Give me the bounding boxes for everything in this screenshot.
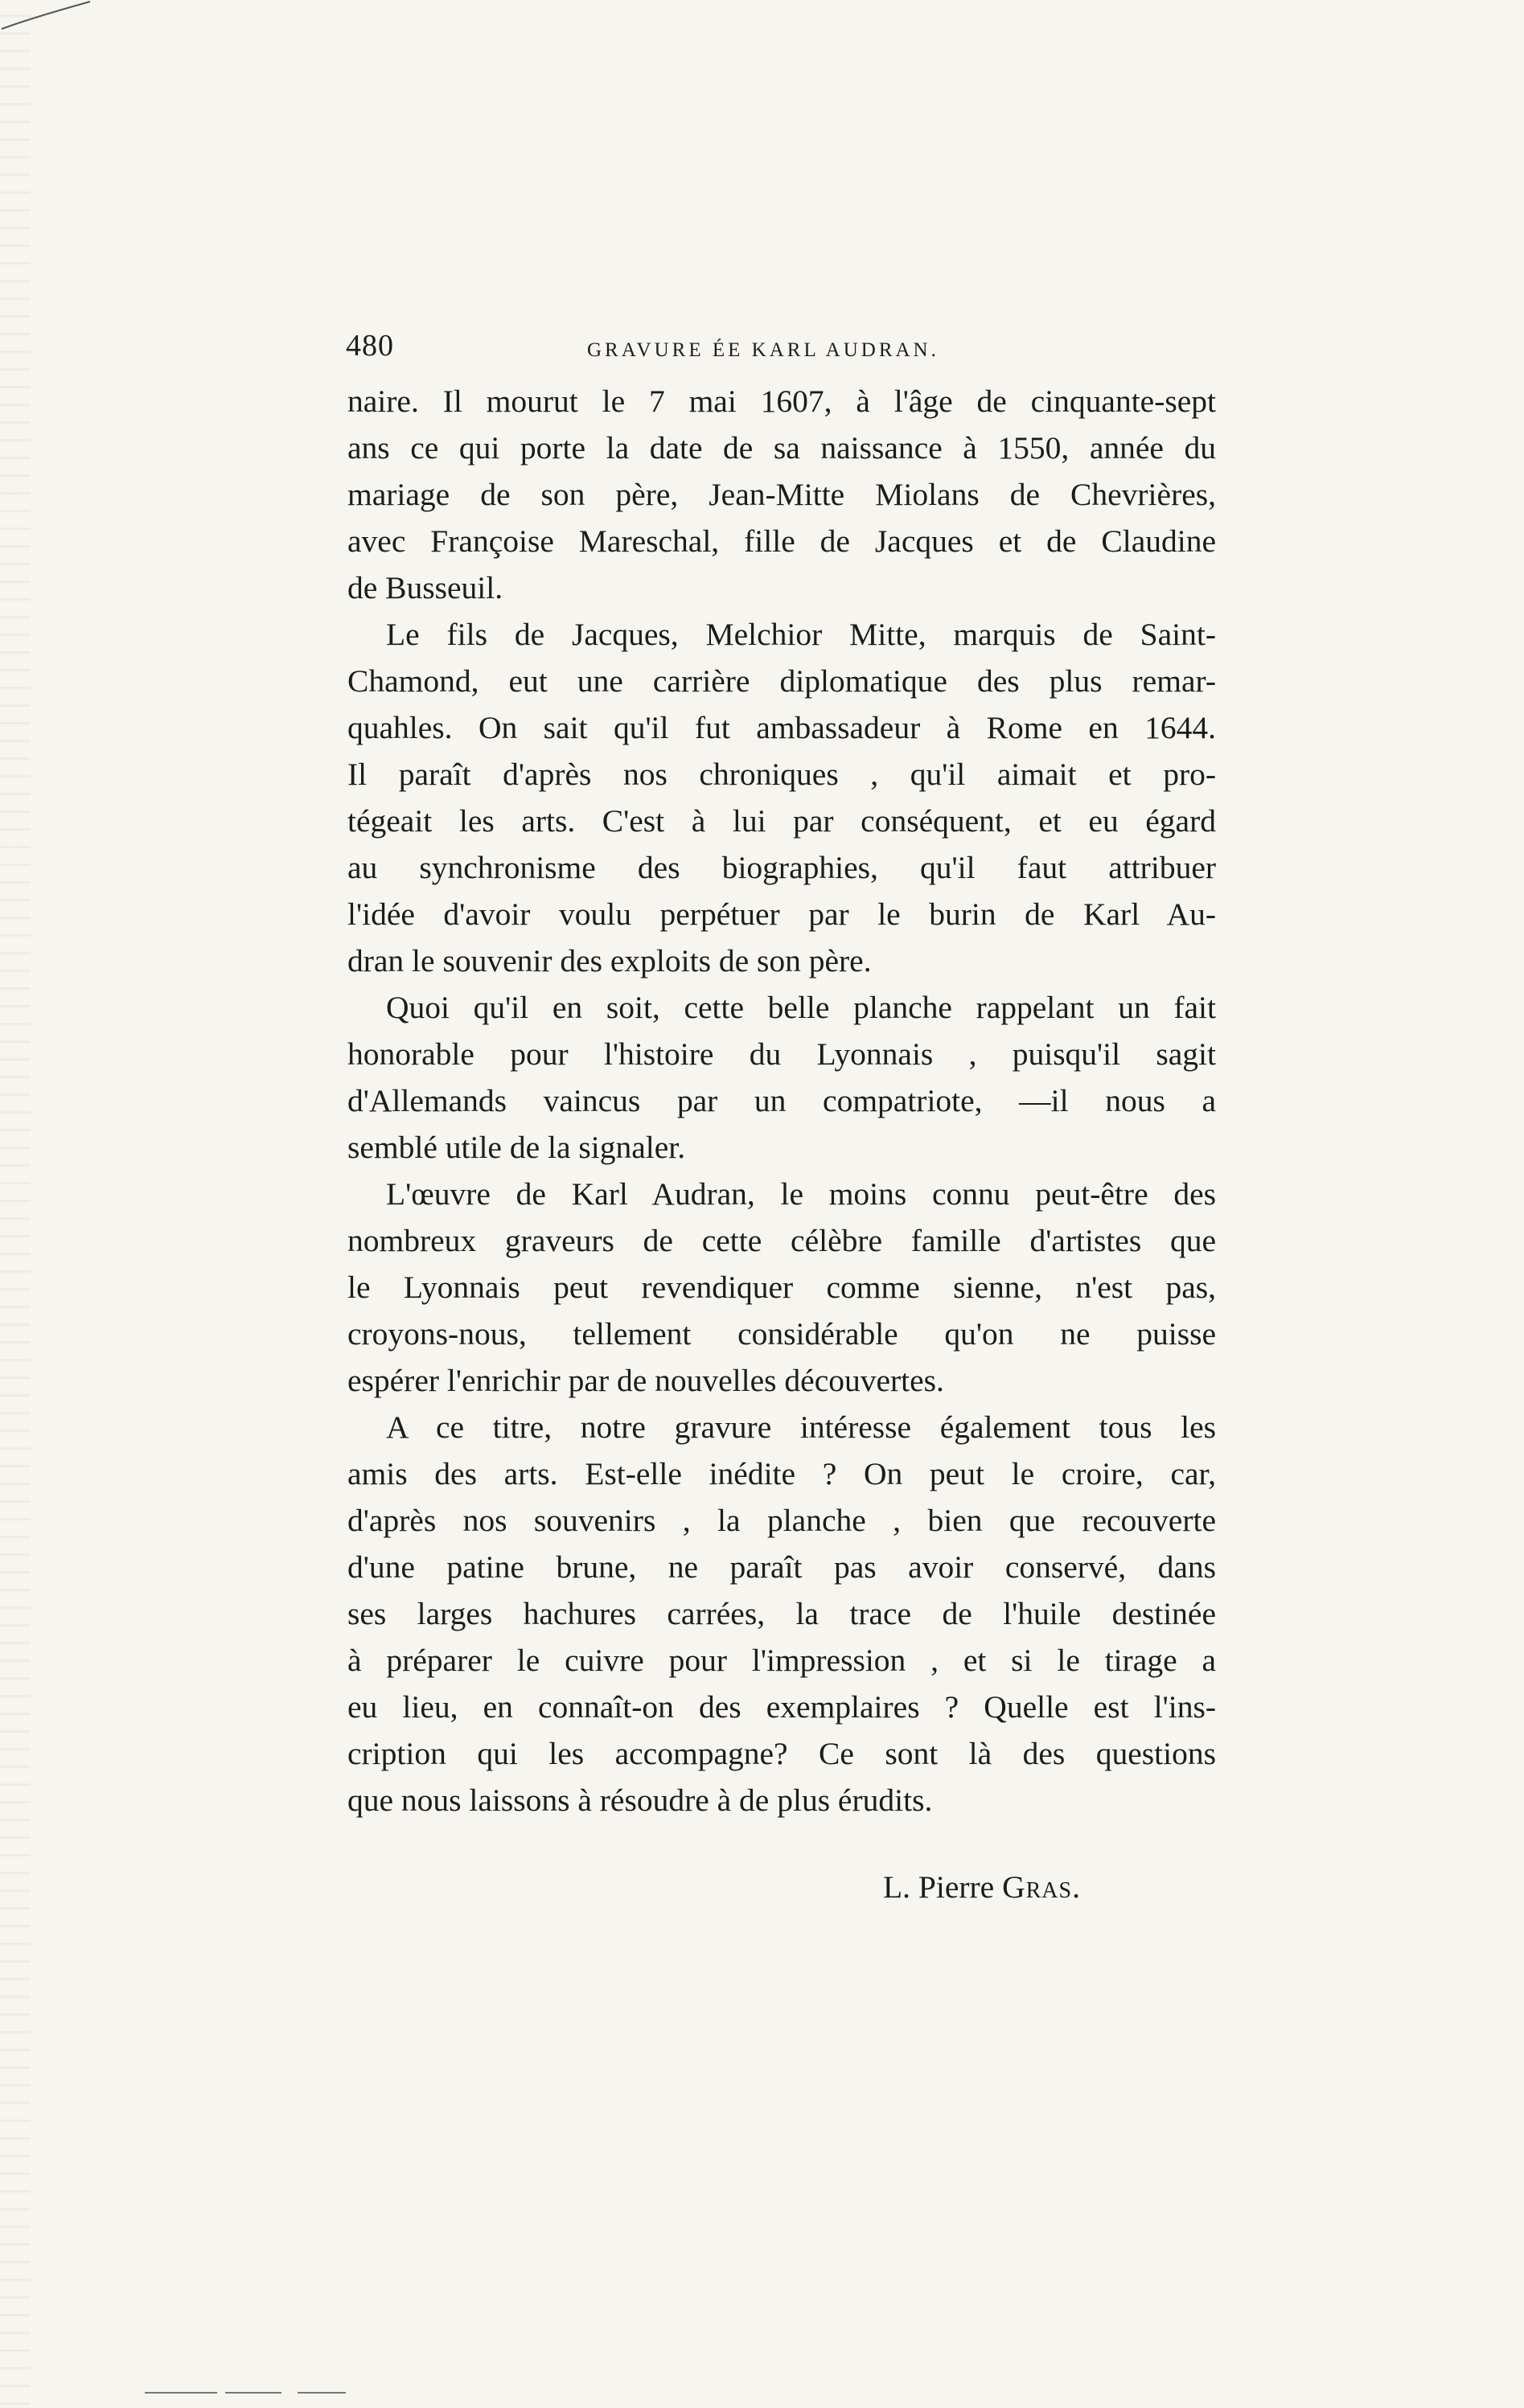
text-line: Le fils de Jacques, Melchior Mitte, marquis de Saint- <box>386 617 1216 652</box>
page-header <box>346 328 1214 368</box>
text-line: honorable pour l'histoire du Lyonnais , puisqu'il sagit <box>347 1036 1216 1072</box>
corner-pen-stroke <box>0 0 97 32</box>
text-line: mariage de son père, Jean-Mitte Miolans de Chevrières, <box>347 477 1216 512</box>
text-line: semblé utile de la signaler. <box>347 1130 686 1165</box>
text-line: au synchronisme des biographies, qu'il faut attribuer <box>347 850 1216 885</box>
text-line: espérer l'enrichir par de nouvelles découvertes. <box>347 1363 944 1398</box>
text-line: Quoi qu'il en soit, cette belle planche rappelant un fait <box>386 990 1216 1025</box>
text-line: ses larges hachures carrées, la trace de l'huile destinée <box>347 1596 1216 1631</box>
text-line: nombreux graveurs de cette célèbre famille d'artistes que <box>347 1223 1216 1258</box>
text-line: d'une patine brune, ne paraît pas avoir conservé, dans <box>347 1549 1216 1585</box>
text-line: naire. Il mourut le 7 mai 1607, à l'âge de cinquante-sept <box>347 384 1216 419</box>
text-line: ans ce qui porte la date de sa naissance à 1550, année du <box>347 430 1216 466</box>
text-line: le Lyonnais peut revendiquer comme sienne, n'est pas, <box>347 1270 1216 1305</box>
text-line: A ce titre, notre gravure intéresse également tous les <box>386 1409 1216 1445</box>
text-line: avec Françoise Mareschal, fille de Jacques et de Claudine <box>347 523 1216 559</box>
text-line: de Busseuil. <box>347 570 503 605</box>
text-line: tégeait les arts. C'est à lui par conséquent, et eu égard <box>347 803 1216 839</box>
text-line: dran le souvenir des exploits de son père. <box>347 943 872 978</box>
text-line: d'après nos souvenirs , la planche , bien que recouverte <box>347 1503 1216 1538</box>
text-line: d'Allemands vaincus par un compatriote, —il nous a <box>347 1083 1216 1118</box>
text-line: Chamond, eut une carrière diplomatique des plus remar- <box>347 663 1216 699</box>
page-number: 480 <box>346 329 394 363</box>
text-line: amis des arts. Est-elle inédite ? On peut le croire, car, <box>347 1456 1216 1491</box>
signature-surname: Gras. <box>1002 1869 1081 1905</box>
text-line: eu lieu, en connaît-on des exemplaires ? Quelle est l'ins- <box>347 1689 1216 1725</box>
author-signature <box>883 1864 1081 1910</box>
body-text <box>347 378 1216 1823</box>
text-line: Il paraît d'après nos chroniques , qu'il aimait et pro- <box>347 757 1216 792</box>
text-line: cription qui les accompagne? Ce sont là des questions <box>347 1736 1216 1771</box>
signature-prefix: L. Pierre <box>883 1869 1003 1905</box>
text-line: à préparer le cuivre pour l'impression , et si le tirage a <box>347 1643 1216 1678</box>
text-line: l'idée d'avoir voulu perpétuer par le burin de Karl Au- <box>347 896 1216 932</box>
text-line: que nous laissons à résoudre à de plus érudits. <box>347 1782 933 1818</box>
text-line: L'œuvre de Karl Audran, le moins connu peut-être des <box>386 1176 1216 1212</box>
binding-edge <box>0 0 31 2408</box>
text-line: croyons-nous, tellement considérable qu'on ne puisse <box>347 1316 1216 1352</box>
text-line: quahles. On sait qu'il fut ambassadeur à Rome en 1644. <box>347 710 1216 745</box>
running-head: GRAVURE ÉE KARL AUDRAN. <box>587 339 939 361</box>
bottom-edge-marks <box>145 2390 354 2396</box>
